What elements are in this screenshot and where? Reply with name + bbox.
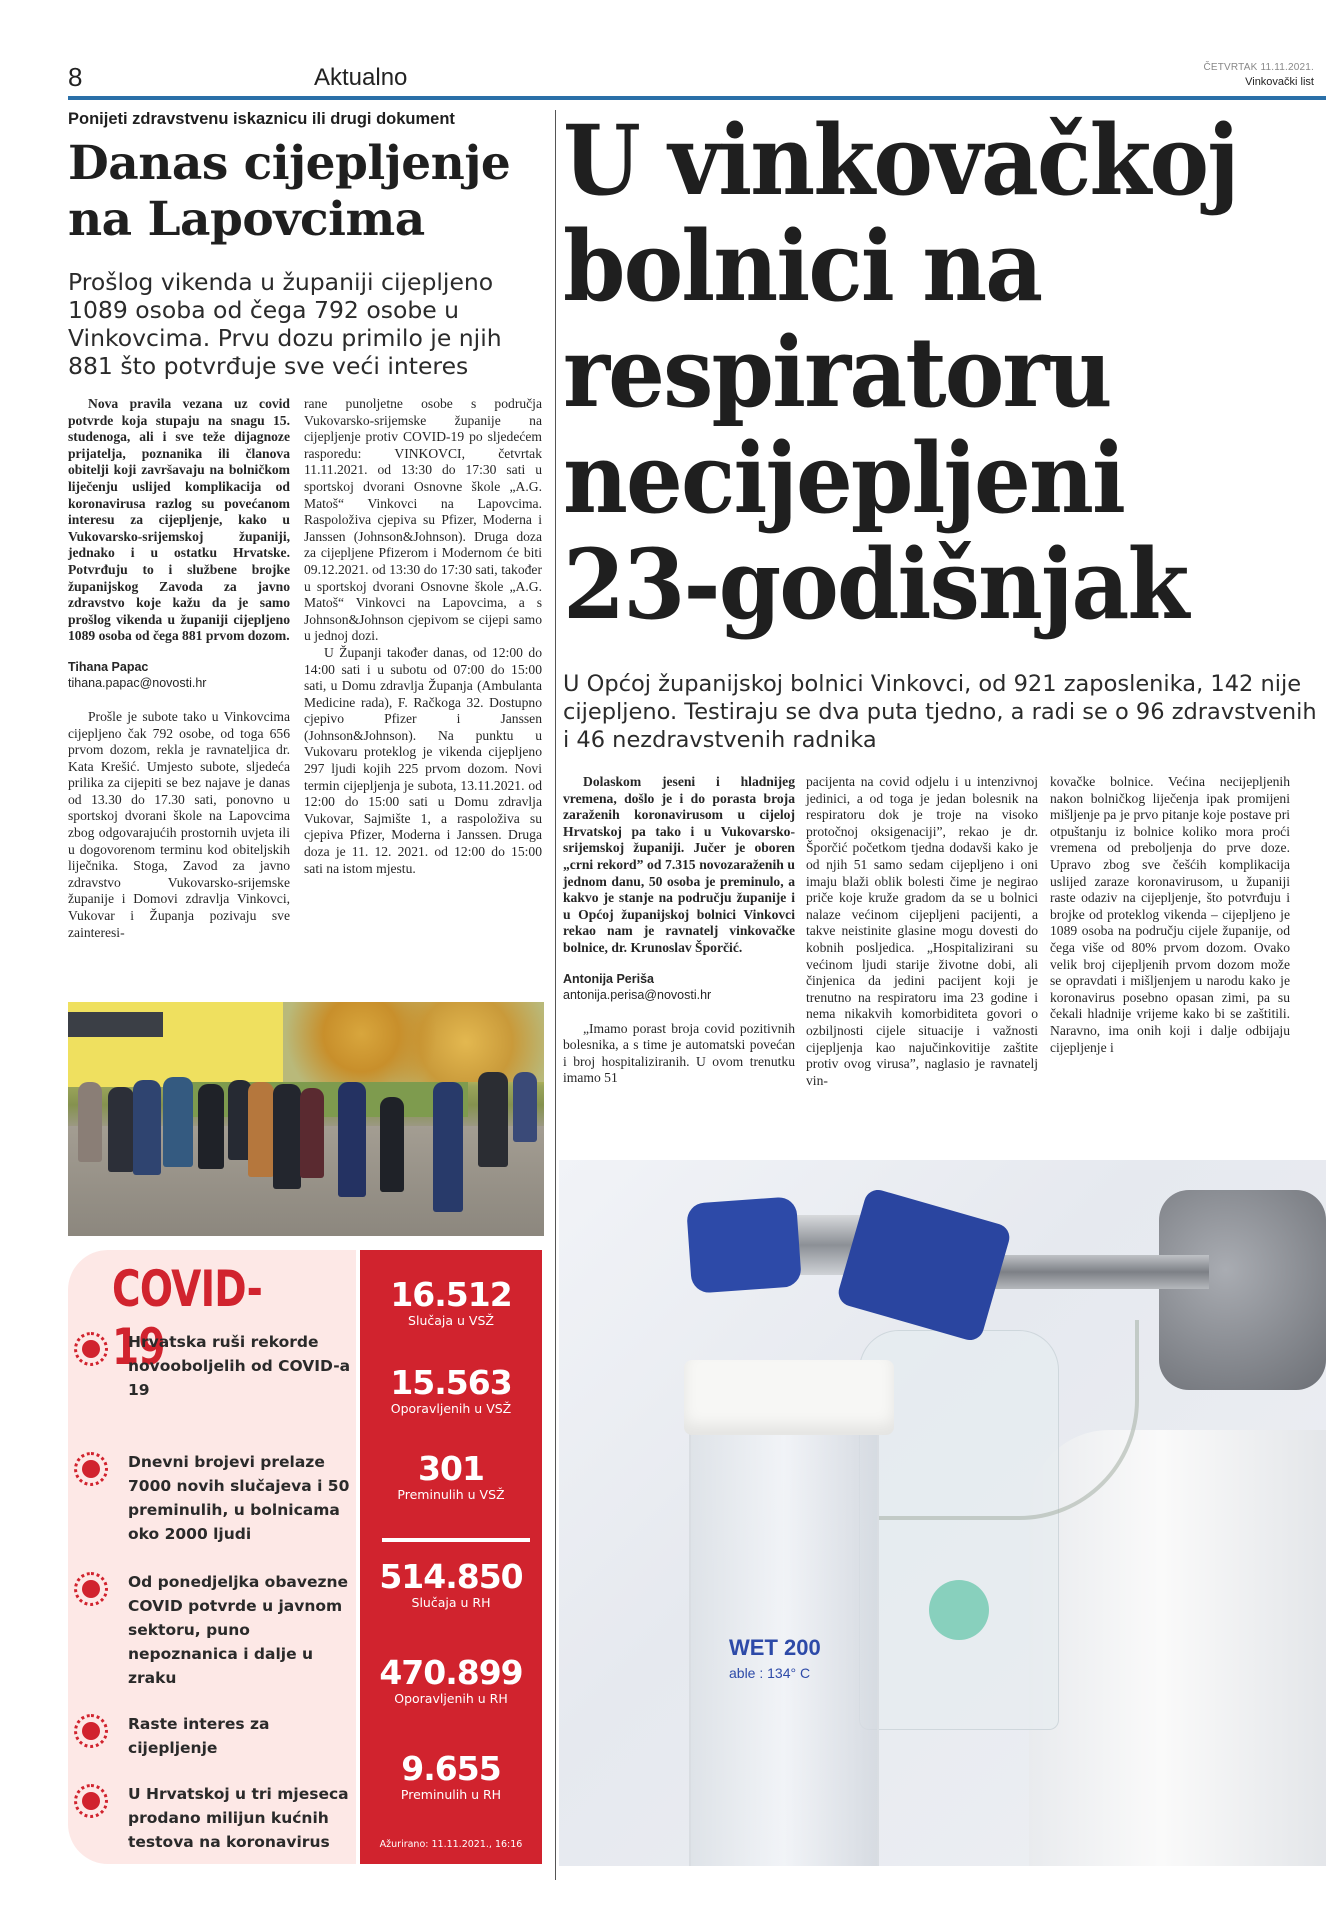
covid-bullet: Dnevni brojevi prelaze 7000 novih slučajeva i 50 preminulih, u bolnicama oko 2000 ljudi [74,1450,354,1546]
person [478,1072,508,1167]
person [248,1082,274,1177]
main-headline: U vinkovačkoj bolnici na respiratoru necijepljeni 23-godišnjak [563,104,1238,641]
issue-date: ČETVRTAK 11.11.2021. [1203,62,1314,73]
person [300,1088,324,1178]
body-paragraph: kovačke bolnice. Većina necijepljenih nakon bolničkog liječenja ipak promijeni mišljenje pa je prvo pitanje koje postave pri otpuštanju iz bolnice koliko mora proći vremena od preboljenja do prve doze. Upravo zbog sve češćih komplikacija uslijed zaraze koronavirusom, u županiji raste odaziv na cijepljenje, što potvrđuju i brojke od proteklog vikenda – cijepljeno je 1089 osoba na području cijele županije, od čega više od 80% prvom dozom. Ovako velik broj cijepljenih prvom dozom može se opravdati i mišljenjem u narodu kako je koronavirus posebno opasan zimi, pa su čekali hladnije vrijeme kako bi se zaštitili. Naravno, ima onih koji i dalje odbijaju cijepljenje i [1050,774,1290,1055]
person [273,1084,301,1189]
left-article-subheadline: Prošlog vikenda u županiji cijepljeno 1089 osoba od čega 792 osobe u Vinkovcima. Prvu dozu primilo je njih 881 što potvrđuje sve veći interes [68,268,502,380]
person [380,1097,404,1192]
person [338,1082,366,1197]
page-number: 8 [68,62,83,92]
newspaper-name: Vinkovački list [1245,76,1314,88]
main-subheadline: U Općoj županijskoj bolnici Vinkovci, od 921 zaposlenika, 142 nije cijepljeno. Testiraju se dva puta tjedno, a radi se o 96 zdravstvenih i 46 nezdravstvenih radnika [563,671,1317,753]
building-windows [68,1012,163,1037]
covid-news-panel [68,1250,356,1864]
metal-rod [979,1255,1209,1289]
author-name: Antonija Periša [563,971,654,986]
covid-stats-panel [360,1250,542,1864]
person [198,1084,224,1169]
person [108,1087,134,1172]
vaccination-queue-photo [68,1002,544,1236]
covid-bullet: U Hrvatskoj u tri mjeseca prodano milijun kućnih testova na koronavirus [74,1782,354,1854]
body-paragraph: pacijenta na covid odjelu i u intenzivnoj jedinici, a od toga je jedan bolesnik na respiratoru dok je troje na visoko protočnoj oksigenaciji”, rekao je dr. Šporčić početkom tjedna dodavši kako je od njih 51 samo sedam cijepljeno i oni imaju blaži oblik bolesti čime je negirao priče koje kruže gradom da se u bolnici nalaze većinom cijepljeni pacijenti, a takve neistinite glasine mogu dovesti do kobnih posljedica. „Hospitalizirani su većinom ljudi starije životne dobi, ali činjenica da jedini pacijent koji je trenutno na respiratoru ima 23 godine i nema nikakvih komorbiditeta govori o ozbiljnosti cijele situacije i važnosti cijepljenja kao najučinkovitije zaštite protiv ovog virusa”, naglasio je ravnatelj vin- [806,774,1038,1088]
stat-deaths-vsz: 301 Preminulih u VSŽ [397,1449,505,1502]
person [163,1077,193,1167]
virus-icon [74,1714,108,1748]
main-article-byline [563,971,795,1003]
covid-bullet: Od ponedjeljka obavezne COVID potvrde u javnom sektoru, puno nepoznanica i dalje u zraku [74,1570,354,1690]
main-article-lead: Dolaskom jeseni i hladnijeg vremena, došlo je i do porasta broja zaraženih koronavirusom u cijeloj Hrvatskoj pa tako i u Vukovarsko-srijemskoj županiji. Jučer je oboren „crni rekord” od 7.315 novozaraženih u jednom danu, 50 osoba je preminulo, a kakvo je stanje na području županije i u Općoj županijskoj bolnici Vinkovci rekao nam je ravnatelj vinkovačke bolnice, dr. Krunoslav Šporčić. [563,774,795,955]
body-paragraph: „Imamo porast broja covid pozitivnih bolesnika, a s time je automatski povećan i broj hospitaliziranih. U ovom trenutku imamo 51 [563,1020,795,1086]
main-article-column-3 [1050,774,1290,1056]
oxygen-mask [929,1580,989,1640]
stat-cases-rh: 514.850 Slučaja u RH [379,1557,523,1610]
main-article-column-2 [806,774,1038,1089]
body-paragraph: U Županji također danas, od 12:00 do 14:00 sati i u subotu od 07:00 do 15:00 sati, u Domu zdravlja Županja (Ambulanta Medicine rada), F. Račkoga 32. Dostupno cjepivo Pfizer i Janssen (Johnson&Johnson). Na punktu u Vukovaru proteklog je vikenda cijepljeno 297 ljudi kojih 225 prvom dozom. Novi termin cijepljenja je subota, 13.11.2021. od 12:00 do 15:00 sati u Domu zdravlja Vukovar, Sajmište 1, a raspoloživa su cjepiva Pfizer, Moderna i Janssen. Druga doza je 11. 12. 2021. od 12:00 do 15:00 sati na istom mjestu. [304,644,542,876]
virus-icon [74,1332,108,1366]
page-header [68,62,1326,96]
person [513,1072,537,1142]
stat-cases-vsz: 16.512 Slučaja u VSŽ [390,1275,512,1328]
humidifier-cap [684,1360,894,1435]
section-name: Aktualno [314,64,408,91]
body-paragraph: Prošle je subote tako u Vinkovcima cijepljeno čak 792 osobe, od toga 656 prvom dozom, rekla je ravnateljica dr. Kata Krešić. Umjesto subote, sljedeća prilika za cijepiti se bez najave je danas od 13.30 do 17.30 sati, ponovno u sportskoj dvorani škole na Lapovcima zbog odgovarajućih prostornih uvjeta ili u dogovorenom terminu kod obiteljskih liječnika. Stoga, Zavod za javno zdravstvo Vukovarsko-srijemske županije i Domovi zdravlja Vinkovci, Vukovar i Županja pozivaju sve zainteresi- [68,708,290,940]
stats-divider [382,1538,530,1542]
column-divider [555,110,556,1880]
body-paragraph: rane punoljetne osobe s područja Vukovarsko-srijemske županije na cijepljenje protiv COVID-19 po sljedećem rasporedu: VINKOVCI, četvrtak 11.11.2021. od 13:30 do 17:30 sati u sportskoj dvorani Osnovne škole „A.G. Matoš“ Vinkovci na Lapovcima. Raspoloživa cjepiva su Pfizer, Moderna i Janssen (Johnson&Johnson). Druga doza za cijepljene Pfizerom i Modernom će biti 09.12.2021. od 13:30 do 17:30 sati, također u sportskoj dvorani Osnovne škole „A.G. Matoš“ Vinkovci na Lapovcima, a s Johnson&Johnson cjepivom se cijepi samo u jednoj dozi. [304,396,542,644]
person [78,1082,102,1162]
jar-label-temperature: able : 134° C [729,1665,811,1681]
jar-label: WET 200 [729,1635,821,1660]
virus-icon [74,1572,108,1606]
main-article-column-1 [563,774,795,1087]
covid-bullet: Raste interes za cijepljenje [74,1712,354,1760]
covid-title: COVID-19 [112,1260,263,1376]
stat-deaths-rh: 9.655 Preminulih u RH [400,1749,502,1802]
author-email[interactable]: tihana.papac@novosti.hr [68,675,207,690]
left-article-headline: Danas cijepljenje na Lapovcima [68,136,511,247]
author-name: Tihana Papac [68,659,149,674]
updated-timestamp: Ažurirano: 11.11.2021., 16:16 [379,1839,523,1850]
left-article-column-2 [304,396,542,877]
covid-bullet: Hrvatska ruši rekorde novooboljelih od COVID-a 19 [74,1330,354,1402]
virus-icon [74,1452,108,1486]
valve [1159,1190,1326,1390]
left-article-kicker: Ponijeti zdravstvenu iskaznicu ili drugi dokument [68,110,455,128]
left-article-lead: Nova pravila vezana uz covid potvrde koja stupaju na snagu 15. studenoga, ali i sve teže dijagnoze prijatelja, poznanika ili članova obitelji koji završavaju na bolničkom liječenju uslijed komplikacija od koronavirusa razlog su povećanom interesu za cijepljenje, kako u Vukovarsko-srijemskoj županiji, jednako i u ostatku Hrvatske. Potvrđuju to i službene brojke županijskog Zavoda za javno zdravstvo koje kažu da je samo prošlog vikenda u županiji cijepljeno 1089 osoba od čega 881 prvom dozom. [68,396,290,644]
person [133,1080,161,1175]
left-article-byline [68,659,290,691]
blue-cap [686,1196,802,1293]
covid-infobox [68,1250,542,1864]
virus-icon [74,1784,108,1818]
left-article-column-1 [68,396,290,941]
stat-recovered-rh: 470.899 Oporavljenih u RH [379,1653,523,1706]
autumn-trees [283,1002,544,1082]
stat-recovered-vsz: 15.563 Oporavljenih u VSŽ [390,1363,512,1416]
header-rule [68,96,1326,100]
respirator-photo [559,1160,1326,1866]
person [433,1082,463,1212]
author-email[interactable]: antonija.perisa@novosti.hr [563,987,712,1002]
